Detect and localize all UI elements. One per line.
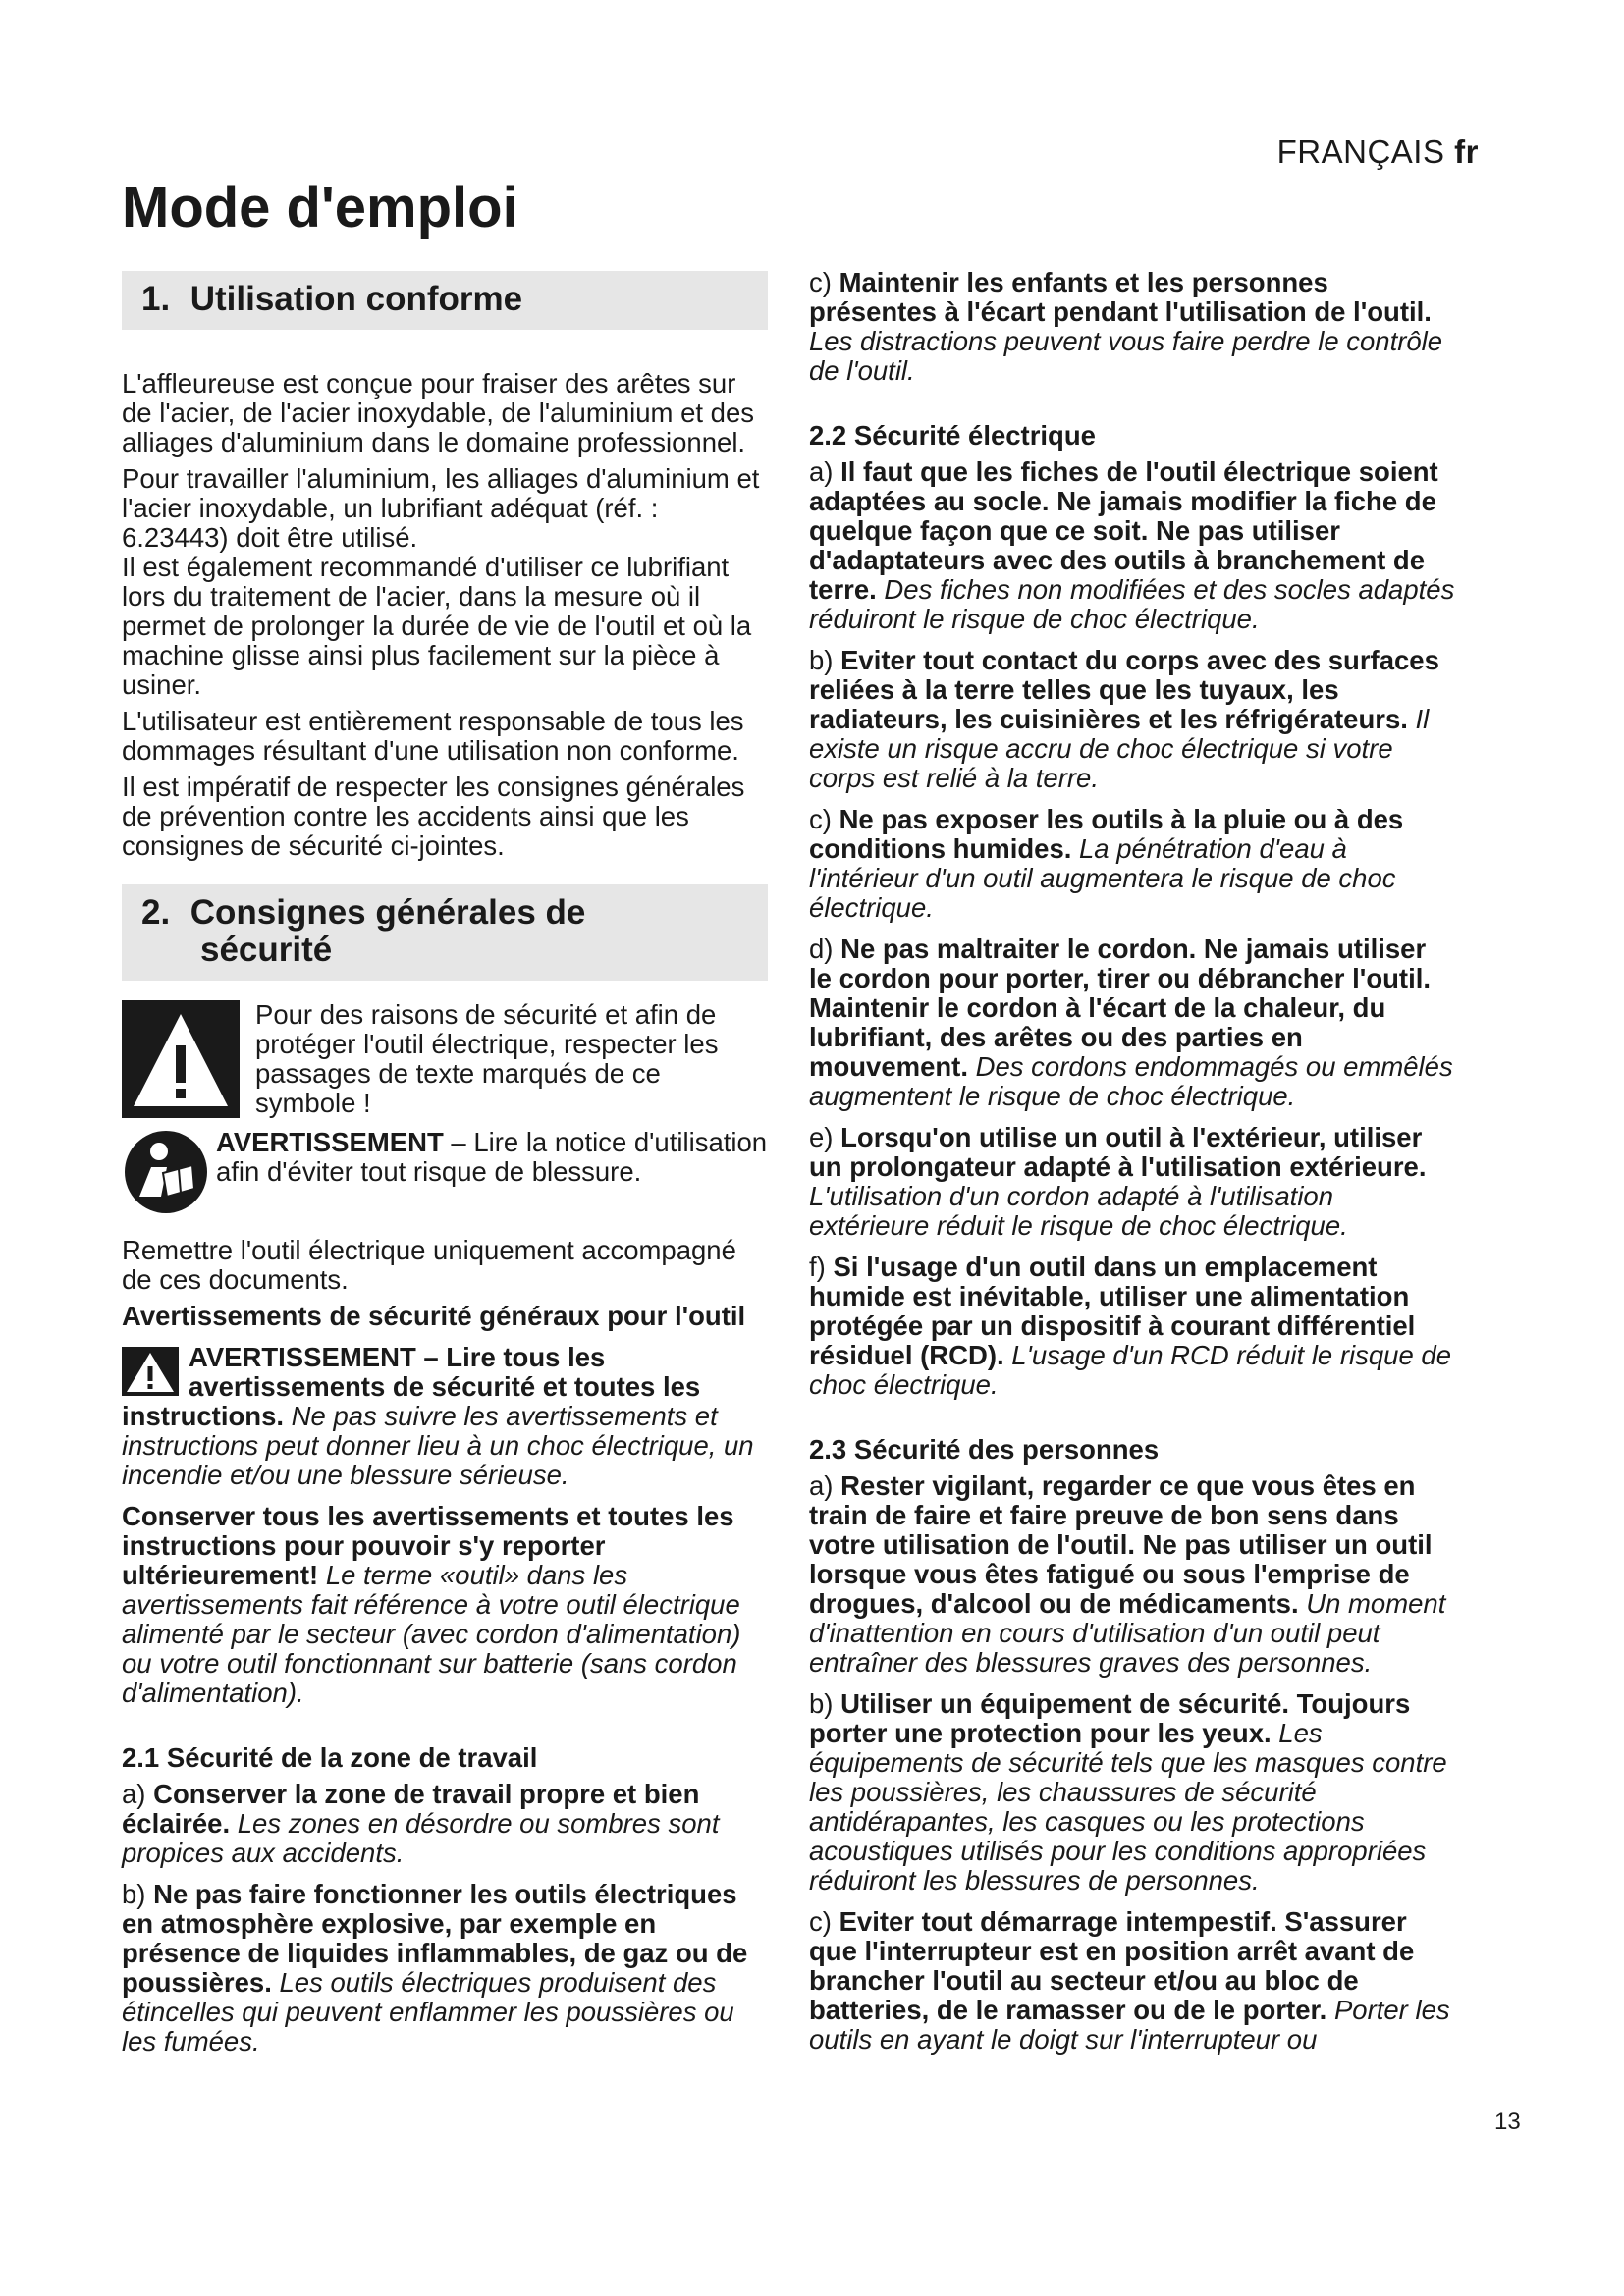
section-2-title-line2: sécurité [200,931,333,969]
read-manual-note [122,1128,768,1216]
item-2-2-b-bold: Eviter tout contact du corps avec des surfaces reliées à la terre telles que les tuyaux, les radiateurs, les cuisinières et les réfrigérateurs. [809,645,1439,734]
item-2-3-c-italic: Porter les outils en ayant le doigt sur l'interrupteur ou [809,1995,1450,2055]
item-2-2-b-italic: Il existe un risque accru de choc électrique si votre corps est relié à la terre. [809,704,1430,793]
section-2-title-line1: Consignes générales de [189,893,586,932]
language-word: FRANÇAIS [1276,133,1445,170]
item-2-2-b-prefix: b) [809,645,841,675]
item-2-2-d-bold: Ne pas maltraiter le cordon. Ne jamais utiliser le cordon pour porter, tirer ou débrancher l'outil. Maintenir le cordon à l'écart de la chaleur, du lubrifiant, des arêtes ou des parties en mouvement. [809,934,1431,1082]
item-2-2-a-italic: Des fiches non modifiées et des socles adaptés réduiront le risque de choc électrique. [809,574,1455,634]
item-2-3-b-italic: Les équipements de sécurité tels que les masques contre les poussières, les chaussures de sécurité antidérapantes, les casques ou les protections acoustiques utilisés pour les conditions appropriées réduiront les blessures de personnes. [809,1718,1447,1896]
item-2-1-b-prefix: b) [122,1879,154,1909]
read-all-warnings-block [122,1343,768,1490]
item-2-2-e-italic: L'utilisation d'un cordon adapté à l'utilisation extérieure réduit le risque de choc électrique. [809,1181,1348,1241]
section-1-title: Utilisation conforme [189,280,523,318]
steel-lubricant-paragraph: Il est également recommandé d'utiliser ce lubrifiant lors du traitement de l'acier, dans la mesure où il permet de prolonger la durée de vie de l'outil et où la machine glisse ainsi plus facilement sur la pièce à usiner. [122,552,752,700]
item-2-1-c-bold: Maintenir les enfants et les personnes présentes à l'écart pendant l'utilisation de l'outil. [809,267,1432,327]
item-2-2-a-bold: Il faut que les fiches de l'outil électrique soient adaptées au socle. Ne jamais modifier la fiche de quelque façon que ce soit. Ne pas utiliser d'adaptateurs avec des outils à branchement de terre. [809,456,1438,605]
page-title: Mode d'emploi [122,176,518,240]
section-2-1-heading: 2.1 Sécurité de la zone de travail [122,1742,538,1773]
section-2-2-heading: 2.2 Sécurité électrique [809,420,1096,451]
general-warnings-heading: Avertissements de sécurité généraux pour l'outil [122,1301,746,1331]
responsibility-paragraph: L'utilisateur est entièrement responsable de tous les dommages résultant d'une utilisation non conforme. [122,706,744,766]
keep-instructions-bold: Conserver tous les avertissements et toutes les instructions pour pouvoir s'y reporter ultérieurement! [122,1501,734,1590]
item-2-1-b-bold: Ne pas faire fonctionner les outils électriques en atmosphère explosive, par exemple en présence de liquides inflammables, de gaz ou de poussières. [122,1879,748,1998]
warning-symbol-text: Pour des raisons de sécurité et afin de protéger l'outil électrique, respecter les passages de texte marqués de ce symbole ! [255,999,719,1118]
item-2-3-c-bold: Eviter tout démarrage intempestif. S'assurer que l'interrupteur est en position arrêt avant de brancher l'outil au secteur et/ou au bloc de batteries, de le ramasser ou de le porter. [809,1906,1415,2025]
item-2-1-c-italic: Les distractions peuvent vous faire perdre le contrôle de l'outil. [809,326,1443,386]
item-2-2-e-prefix: e) [809,1122,841,1152]
right-column [809,268,1455,2055]
warning-triangle-icon [122,1000,240,1118]
item-2-1-a-bold: Conserver la zone de travail propre et bien éclairée. [122,1779,700,1839]
item-2-2-c-italic: La pénétration d'eau à l'intérieur d'un outil augmentera le risque de choc électrique. [809,833,1396,923]
accident-prevention-paragraph: Il est impératif de respecter les consignes générales de prévention contre les accidents ainsi que les consignes de sécurité ci-jointes. [122,772,745,861]
item-2-1-a-italic: Les zones en désordre ou sombres sont propices aux accidents. [122,1808,720,1868]
section-2-heading [122,884,768,981]
item-2-2-a-prefix: a) [809,456,841,487]
handover-paragraph: Remettre l'outil électrique uniquement accompagné de ces documents. [122,1235,736,1295]
item-2-3-a-italic: Un moment d'inattention en cours d'utilisation d'un outil peut entraîner des blessures graves des personnes. [809,1588,1446,1678]
section-1-heading [122,271,768,330]
read-all-warnings-italic: Ne pas suivre les avertissements et instructions peut donner lieu à un choc électrique, un incendie et/ou une blessure sérieuse. [122,1401,754,1490]
intended-use-paragraph: L'affleureuse est conçue pour fraiser des arêtes sur de l'acier, de l'acier inoxydable, de l'aluminium et des alliages d'aluminium dans le domaine professionnel. [122,368,755,457]
item-2-2-f-italic: L'usage d'un RCD réduit le risque de choc électrique. [809,1340,1451,1400]
read-manual-warning-label: AVERTISSEMENT [216,1127,444,1157]
item-2-1-a-prefix: a) [122,1779,154,1809]
item-2-2-d-italic: Des cordons endommagés ou emmêlés augmentent le risque de choc électrique. [809,1051,1453,1111]
keep-instructions-italic: Le terme «outil» dans les avertissements fait référence à votre outil électrique alimenté par le secteur (avec cordon d'alimentation) ou votre outil fonctionnant sur batterie (sans cordon d'alimentation). [122,1560,741,1708]
item-2-1-c-prefix: c) [809,267,839,297]
item-2-3-b-bold: Utiliser un équipement de sécurité. Toujours porter une protection pour les yeux. [809,1688,1411,1748]
lubricant-paragraph: Pour travailler l'aluminium, les alliages d'aluminium et l'acier inoxydable, un lubrifiant adéquat (réf. : 6.23443) doit être utilisé. [122,463,760,553]
item-2-2-c-prefix: c) [809,804,839,834]
item-2-1-b-italic: Les outils électriques produisent des étincelles qui peuvent enflammer les poussières ou les fumées. [122,1967,734,2056]
read-manual-text: – Lire la notice d'utilisation afin d'éviter tout risque de blessure. [216,1127,768,1187]
language-label [1277,133,1479,171]
item-2-3-b-prefix: b) [809,1688,841,1719]
warning-triangle-small-icon [122,1347,179,1396]
item-2-2-d-prefix: d) [809,934,841,964]
item-2-2-e-bold: Lorsqu'on utilise un outil à l'extérieur, utiliser un prolongateur adapté à l'utilisation extérieure. [809,1122,1427,1182]
section-1-number: 1. [141,280,171,318]
warning-symbol-note [122,1000,768,1118]
item-2-3-a-bold: Rester vigilant, regarder ce que vous êtes en train de faire et faire preuve de bon sens dans votre utilisation de l'outil. Ne pas utiliser un outil lorsque vous êtes fatigué ou sous l'emprise de drogues, d'alcool ou de médicaments. [809,1470,1433,1619]
item-2-3-a-prefix: a) [809,1470,841,1501]
item-2-2-c-bold: Ne pas exposer les outils à la pluie ou à des conditions humides. [809,804,1404,864]
item-2-2-f-bold: Si l'usage d'un outil dans un emplacement humide est inévitable, utiliser une alimentation protégée par un dispositif à courant différentiel résiduel (RCD). [809,1252,1416,1370]
read-manual-icon [122,1128,210,1216]
item-2-2-f-prefix: f) [809,1252,834,1282]
language-code: fr [1454,133,1479,170]
section-2-number: 2. [141,893,171,932]
left-column [122,271,768,2056]
read-all-warnings-bold: AVERTISSEMENT – Lire tous les avertissements de sécurité et toutes les instructions. [122,1342,701,1431]
section-2-3-heading: 2.3 Sécurité des personnes [809,1434,1160,1465]
item-2-3-c-prefix: c) [809,1906,839,1937]
page-number: 13 [1494,2109,1521,2135]
